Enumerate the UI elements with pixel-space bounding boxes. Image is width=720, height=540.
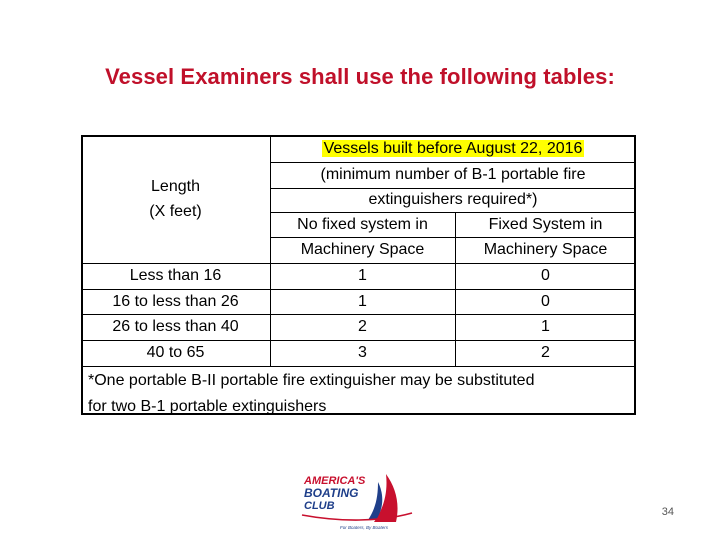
row-no-fixed: 1 (358, 293, 367, 310)
col-no-fixed-header: Machinery Space (300, 241, 425, 258)
footnote-line: for two B-1 portable extinguishers (88, 398, 327, 415)
col-fixed-header: Fixed System in (488, 216, 603, 233)
row-fixed: 2 (541, 344, 550, 361)
row-no-fixed: 2 (358, 318, 367, 335)
row-no-fixed: 1 (358, 267, 367, 284)
row-fixed: 0 (541, 267, 550, 284)
row-length: Less than 16 (129, 267, 222, 284)
footnote-line: *One portable B-II portable fire extinguisher may be substituted (88, 372, 535, 389)
americas-boating-club-logo (300, 470, 420, 532)
logo-line2: BOATING (304, 486, 359, 500)
length-header: Length (151, 178, 200, 195)
row-divider (81, 366, 636, 367)
row-length: 26 to less than 40 (112, 318, 239, 335)
logo-line1: AMERICA'S (304, 475, 366, 487)
row-fixed: 0 (541, 293, 550, 310)
row-length: 16 to less than 26 (112, 293, 239, 310)
group-header-subtitle: (minimum number of B-1 portable fire (320, 166, 586, 183)
row-fixed: 1 (541, 318, 550, 335)
row-no-fixed: 3 (358, 344, 367, 361)
slide-title: Vessel Examiners shall use the following tables: (105, 64, 615, 89)
logo-line3: CLUB (304, 500, 335, 512)
col-no-fixed-header: No fixed system in (297, 216, 428, 233)
group-header-subtitle: extinguishers required*) (368, 191, 538, 208)
page-number: 34 (661, 506, 674, 518)
group-header-title: Vessels built before August 22, 2016 (323, 140, 583, 157)
row-length: 40 to 65 (146, 344, 205, 361)
length-header-unit: (X feet) (149, 203, 202, 220)
col-fixed-header: Machinery Space (483, 241, 608, 258)
table-footnote (88, 368, 633, 420)
logo-tagline: For Boaters, By Boaters (340, 525, 389, 530)
